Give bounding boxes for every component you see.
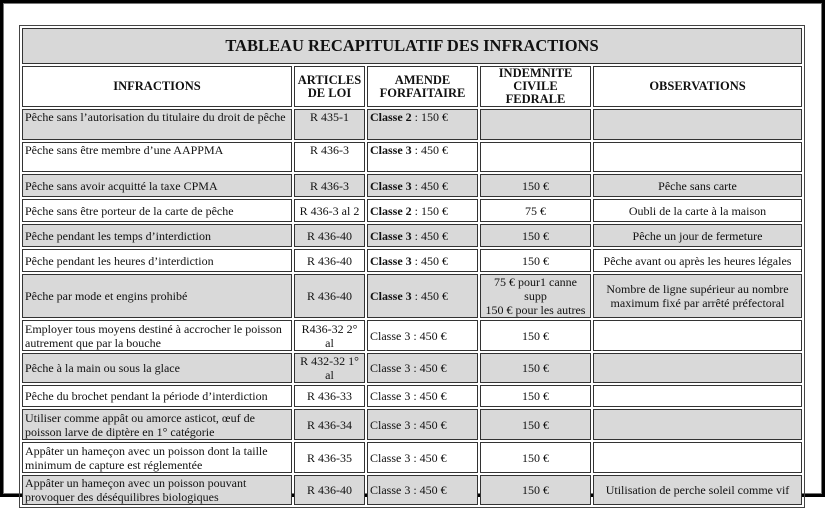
indemnite-line: 150 € xyxy=(522,450,549,465)
amende-value: : 450 € xyxy=(410,389,447,403)
amende-value: : 450 € xyxy=(410,450,447,465)
cell-article: R 436-33 xyxy=(294,385,365,407)
cell-observation xyxy=(593,199,802,222)
cell-amende xyxy=(367,475,478,505)
cell-observation xyxy=(593,142,802,172)
table-row xyxy=(22,274,802,318)
indemnite-line: 75 € pour1 canne supp xyxy=(494,275,577,303)
amende-value: : 150 € xyxy=(411,203,449,218)
cell-infraction: Pêche sans être porteur de la carte de pêche xyxy=(22,199,292,222)
cell-article: R 436-35 xyxy=(294,442,365,473)
cell-article: R 432-32 1° al xyxy=(294,353,365,383)
cell-article: R 435-1 xyxy=(294,109,365,140)
cell-observation xyxy=(593,385,802,407)
cell-indemnite xyxy=(480,249,591,272)
indemnite-line: 150 € xyxy=(522,389,549,403)
classe-label: Classe 3 xyxy=(370,361,411,375)
indemnite-line: 150 € xyxy=(522,253,549,268)
observation-line: Pêche avant ou après les heures légales xyxy=(603,253,792,268)
amende-value: : 450 € xyxy=(410,361,447,375)
cell-indemnite xyxy=(480,353,591,383)
amende-value: : 450 € xyxy=(411,228,449,243)
indemnite-line: 150 € xyxy=(522,328,549,343)
cell-article: R 436-3 xyxy=(294,174,365,197)
cell-observation xyxy=(593,353,802,383)
cell-indemnite xyxy=(480,199,591,222)
observation-line: Oubli de la carte à la maison xyxy=(628,203,767,218)
cell-article: R 436-40 xyxy=(294,224,365,247)
classe-label: Classe 2 xyxy=(370,203,412,218)
table-row xyxy=(22,174,802,197)
cell-article: R 436-40 xyxy=(294,249,365,272)
cell-observation xyxy=(593,409,802,440)
cell-amende xyxy=(367,109,478,140)
classe-label: Classe 3 xyxy=(370,450,411,465)
indemnite-line: 150 € xyxy=(522,228,549,243)
observation-line-2: maximum fixé par arrêté préfectoral xyxy=(610,296,785,310)
cell-infraction: Appâter un hameçon avec un poisson dont la taille minimum de capture est réglementée xyxy=(22,442,292,473)
table-row xyxy=(22,320,802,351)
cell-indemnite xyxy=(480,409,591,440)
header-amende: AMENDE FORFAITAIRE xyxy=(367,66,478,107)
classe-label: Classe 3 xyxy=(370,389,411,403)
table-row xyxy=(22,224,802,247)
classe-label: Classe 3 xyxy=(370,228,412,243)
cell-infraction: Pêche sans avoir acquitté la taxe CPMA xyxy=(22,174,292,197)
amende-value: : 450 € xyxy=(410,483,447,497)
cell-infraction: Pêche pendant les heures d’interdiction xyxy=(22,249,292,272)
cell-indemnite xyxy=(480,224,591,247)
table-row xyxy=(22,385,802,407)
cell-indemnite xyxy=(480,109,591,140)
amende-value: : 450 € xyxy=(411,253,449,268)
table-row xyxy=(22,249,802,272)
table-row xyxy=(22,409,802,440)
cell-amende xyxy=(367,174,478,197)
cell-infraction: Employer tous moyens destiné à accrocher le poisson autrement que par la bouche xyxy=(22,320,292,351)
table-row xyxy=(22,142,802,172)
cell-infraction: Pêche du brochet pendant la période d’interdiction xyxy=(22,385,292,407)
cell-observation xyxy=(593,109,802,140)
observation-line: Pêche sans carte xyxy=(658,178,737,193)
indemnite-line: 150 € xyxy=(522,417,549,432)
cell-infraction: Pêche pendant les temps d’interdiction xyxy=(22,224,292,247)
cell-indemnite xyxy=(480,142,591,172)
classe-label: Classe 3 xyxy=(370,483,411,497)
classe-label: Classe 3 xyxy=(370,178,412,193)
cell-observation xyxy=(593,274,802,318)
header-observations: OBSERVATIONS xyxy=(593,66,802,107)
indemnite-line: 150 € xyxy=(522,483,549,497)
cell-infraction: Pêche à la main ou sous la glace xyxy=(22,353,292,383)
classe-label: Classe 2 xyxy=(370,110,412,124)
cell-amende xyxy=(367,353,478,383)
cell-amende xyxy=(367,385,478,407)
amende-value: : 450 € xyxy=(411,143,449,157)
header-indemnite: INDEMNITE CIVILE FEDRALE xyxy=(480,66,591,107)
cell-article: R436-32 2° al xyxy=(294,320,365,351)
cell-amende xyxy=(367,274,478,318)
table-row xyxy=(22,353,802,383)
cell-infraction: Pêche par mode et engins prohibé xyxy=(22,274,292,318)
cell-article: R 436-3 xyxy=(294,142,365,172)
table-row xyxy=(22,109,802,140)
amende-value: : 450 € xyxy=(410,417,447,432)
classe-label: Classe 3 xyxy=(370,417,411,432)
classe-label: Classe 3 xyxy=(370,289,412,303)
header-articles: ARTICLES DE LOI xyxy=(294,66,365,107)
amende-value: : 450 € xyxy=(411,178,449,193)
cell-article: R 436-3 al 2 xyxy=(294,199,365,222)
amende-value: : 450 € xyxy=(410,328,447,343)
cell-amende xyxy=(367,224,478,247)
indemnite-line: 150 € xyxy=(522,361,549,375)
cell-indemnite xyxy=(480,385,591,407)
observation-line: Utilisation de perche soleil comme vif xyxy=(605,483,790,497)
cell-article: R 436-40 xyxy=(294,475,365,505)
cell-amende xyxy=(367,142,478,172)
classe-label: Classe 3 xyxy=(370,143,412,157)
cell-amende xyxy=(367,199,478,222)
cell-observation xyxy=(593,224,802,247)
cell-amende xyxy=(367,320,478,351)
cell-infraction: Utiliser comme appât ou amorce asticot, œuf de poisson larve de diptère en 1° catégorie xyxy=(22,409,292,440)
cell-observation xyxy=(593,174,802,197)
header-infractions: INFRACTIONS xyxy=(22,66,292,107)
classe-label: Classe 3 xyxy=(370,253,412,268)
indemnite-line-2: 150 € pour les autres xyxy=(485,303,586,317)
amende-value: : 150 € xyxy=(411,110,449,124)
table-row xyxy=(22,442,802,473)
cell-amende xyxy=(367,409,478,440)
classe-label: Classe 3 xyxy=(370,328,411,343)
cell-article: R 436-34 xyxy=(294,409,365,440)
cell-amende xyxy=(367,442,478,473)
indemnite-line: 75 € xyxy=(525,203,546,218)
table-row xyxy=(22,199,802,222)
cell-observation xyxy=(593,475,802,505)
cell-observation xyxy=(593,320,802,351)
cell-infraction: Appâter un hameçon avec un poisson pouvant provoquer des déséquilibres biologiques xyxy=(22,475,292,505)
cell-observation xyxy=(593,442,802,473)
cell-indemnite xyxy=(480,320,591,351)
cell-indemnite xyxy=(480,442,591,473)
amende-value: : 450 € xyxy=(411,289,449,303)
cell-indemnite xyxy=(480,475,591,505)
infractions-table xyxy=(19,25,805,508)
table-row xyxy=(22,475,802,505)
cell-infraction: Pêche sans être membre d’une AAPPMA xyxy=(22,142,292,172)
table-title: TABLEAU RECAPITULATIF DES INFRACTIONS xyxy=(22,28,802,64)
observation-line: Nombre de ligne supérieur au nombre xyxy=(606,282,789,296)
cell-indemnite xyxy=(480,274,591,318)
cell-article: R 436-40 xyxy=(294,274,365,318)
observation-line: Pêche un jour de fermeture xyxy=(632,228,763,243)
cell-amende xyxy=(367,249,478,272)
cell-observation xyxy=(593,249,802,272)
cell-indemnite xyxy=(480,174,591,197)
indemnite-line: 150 € xyxy=(522,178,549,193)
cell-infraction: Pêche sans l’autorisation du titulaire du droit de pêche xyxy=(22,109,292,140)
